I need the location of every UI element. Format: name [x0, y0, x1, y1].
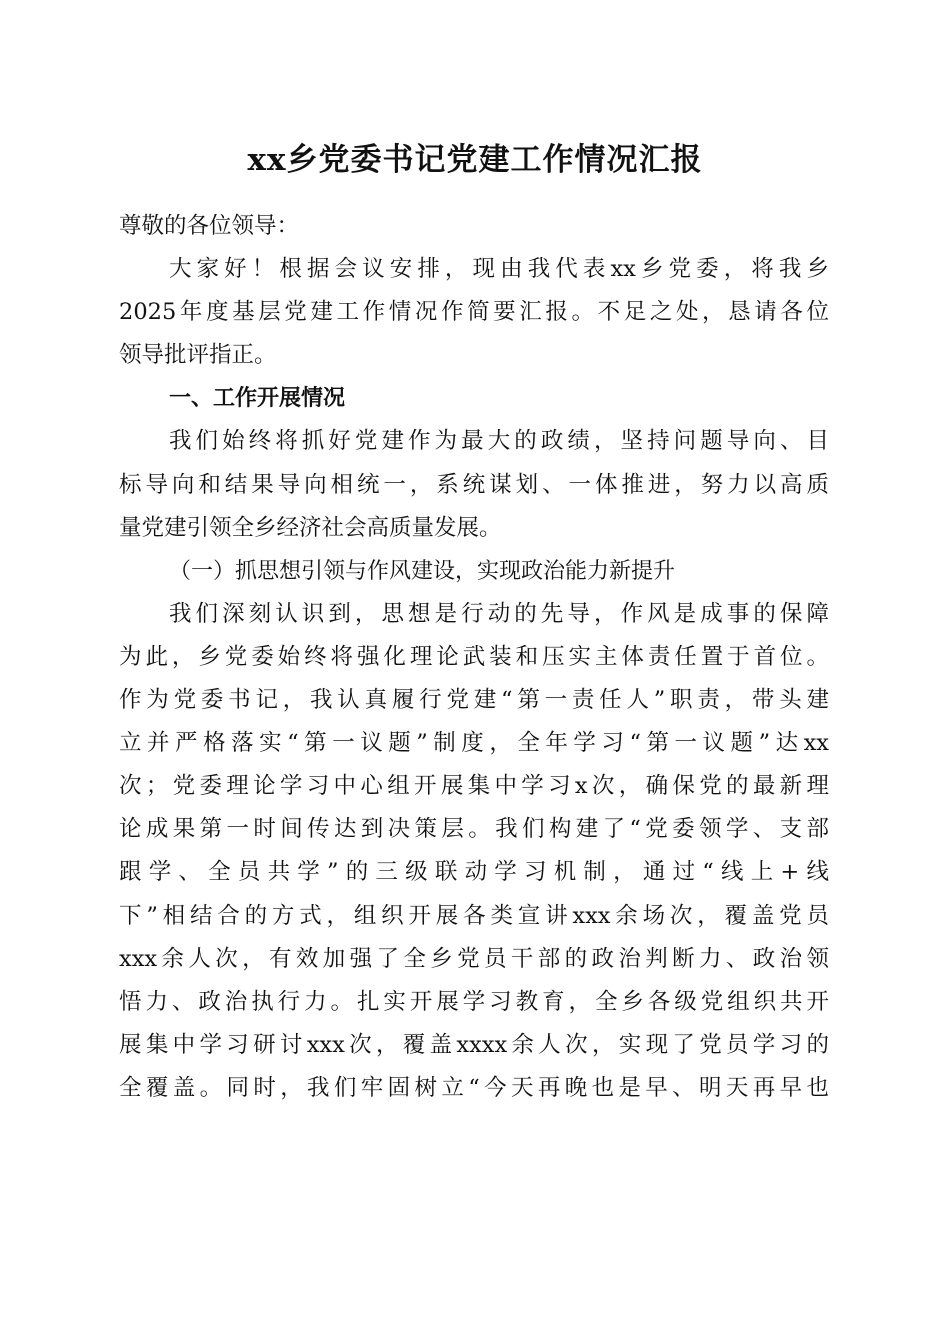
paragraph-line: 大家好！根据会议安排，现由我代表xx乡党委，将我乡: [169, 256, 829, 283]
paragraph-line: 2025年度基层党建工作情况作简要汇报。不足之处，恳请各位: [119, 299, 829, 326]
paragraph-line: 展集中学习研讨xxx次，覆盖xxxx余人次，实现了党员学习的: [119, 1031, 829, 1058]
paragraph-line: 标导向和结果导向相统一，系统谋划、一体推进，努力以高质: [119, 471, 829, 498]
paragraph-line: 次；党委理论学习中心组开展集中学习x次，确保党的最新理: [119, 773, 829, 800]
paragraph-line: xxx余人次，有效加强了全乡党员干部的政治判断力、政治领: [119, 945, 829, 972]
paragraph-line: 我们深刻认识到，思想是行动的先导，作风是成事的保障: [169, 600, 829, 627]
paragraph-line: 我们始终将抓好党建作为最大的政绩，坚持问题导向、目: [169, 428, 829, 455]
paragraph-line: 量党建引领全乡经济社会高质量发展。: [119, 514, 502, 541]
paragraph-line: 论成果第一时间传达到决策层。我们构建了“党委领学、支部: [119, 816, 829, 843]
paragraph-line: 作为党委书记，我认真履行党建“第一责任人”职责，带头建: [119, 687, 829, 714]
document-title: xx乡党委书记党建工作情况汇报: [247, 142, 703, 178]
section-heading: 一、工作开展情况: [169, 386, 346, 412]
paragraph-line: 全覆盖。同时，我们牢固树立“今天再晚也是早、明天再早也: [119, 1074, 829, 1101]
paragraph-line: 悟力、政治执行力。扎实开展学习教育，全乡各级党组织共开: [119, 988, 829, 1015]
subsection-heading: （一）抓思想引领与作风建设，实现政治能力新提升: [169, 558, 676, 584]
paragraph-line: 为此，乡党委始终将强化理论武装和压实主体责任置于首位。: [119, 643, 829, 670]
paragraph-line: 立并严格落实“第一议题”制度，全年学习“第一议题”达xx: [119, 730, 829, 757]
paragraph-line: 跟学、全员共学”的三级联动学习机制，通过“线上+线: [119, 859, 829, 886]
salutation: 尊敬的各位领导：: [119, 213, 300, 239]
paragraph-line: 下”相结合的方式，组织开展各类宣讲xxx余场次，覆盖党员: [119, 902, 829, 929]
document-body: [119, 205, 829, 1110]
paragraph-line: 领导批评指正。: [119, 342, 277, 369]
